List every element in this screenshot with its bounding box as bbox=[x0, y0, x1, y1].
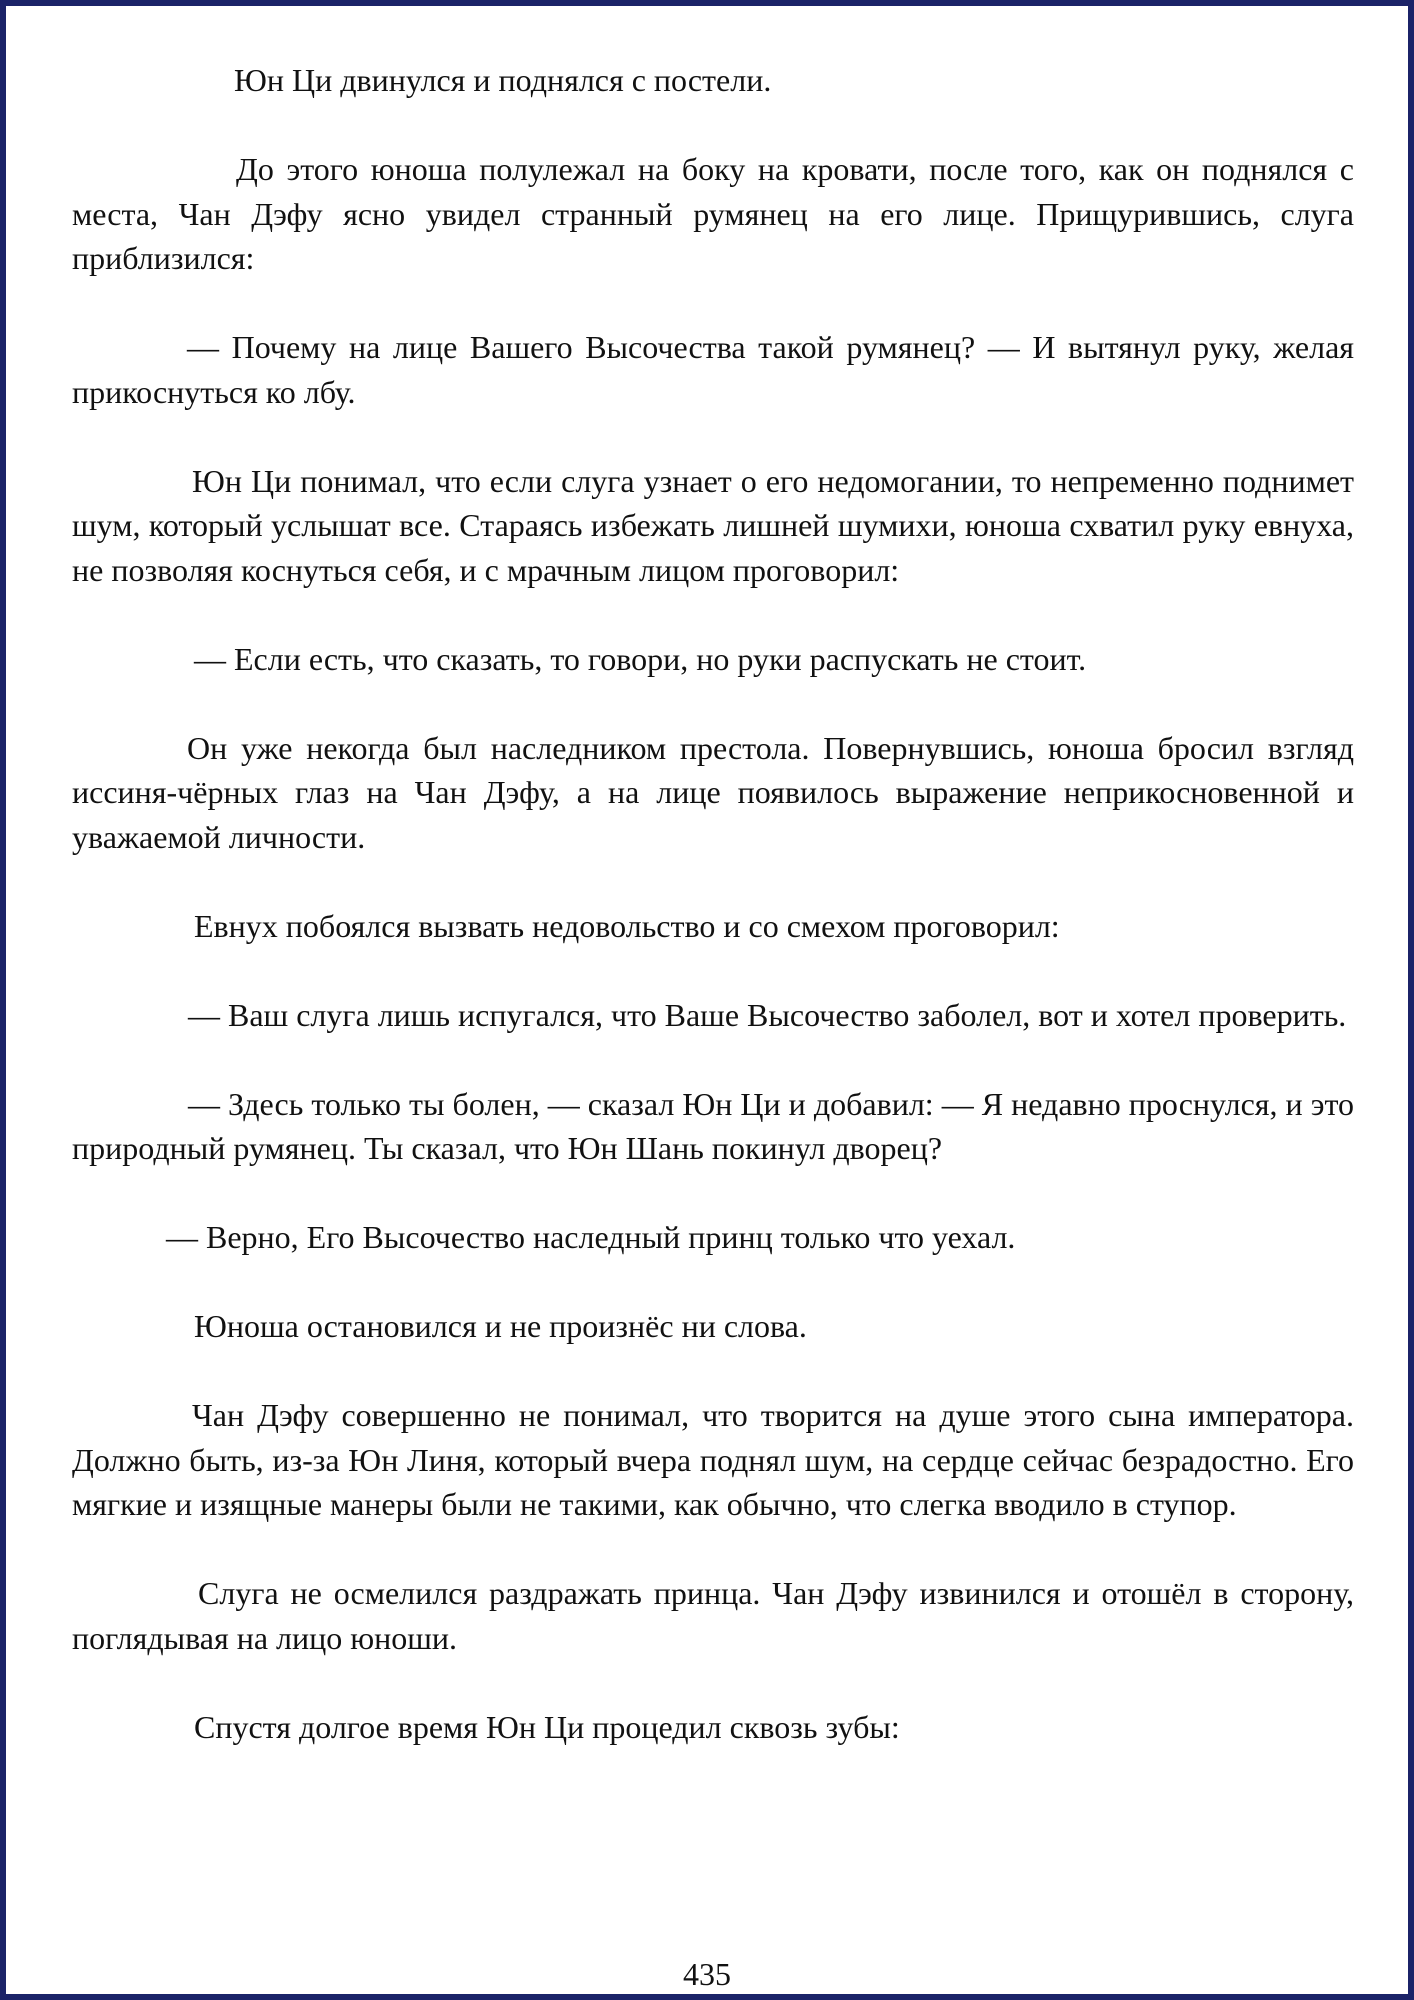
paragraph: — Верно, Его Высочество наследный принц только что уехал. bbox=[166, 1219, 1016, 1255]
paragraph: Юн Ци понимал, что если слуга узнает о его недомогании, то непременно поднимет шум, который услышат все. Стараясь избежать лишней шумихи, юноша схватил руку евнуха, не позволяя коснуться себя, и с мрачным лицом проговорил: bbox=[72, 462, 1354, 588]
paragraph: Спустя долгое время Юн Ци процедил сквозь зубы: bbox=[194, 1708, 900, 1745]
paragraph: Он уже некогда был наследником престола. Повернувшись, юноша бросил взгляд иссиня-чёрных глаз на Чан Дэфу, а на лице появилось выражение неприкосновенной и уважаемой личности. bbox=[72, 729, 1354, 855]
page-number: 435 bbox=[683, 1956, 731, 1992]
paragraph: Чан Дэфу совершенно не понимал, что творится на душе этого сына императора. Должно быть, из-за Юн Линя, который вчера поднял шум, на сердце сейчас безрадостно. Его мягкие и изящные манеры были не такими, как обычно, что слегка вводило в ступор. bbox=[72, 1397, 1354, 1522]
paragraph: — Если есть, что сказать, то говори, но руки распускать не стоит. bbox=[194, 640, 1087, 677]
paragraph: — Ваш слуга лишь испугался, что Ваше Высочество заболел, вот и хотел проверить. bbox=[188, 996, 1347, 1033]
body-text bbox=[72, 58, 1354, 1794]
paragraph: — Почему на лице Вашего Высочества такой румянец? — И вытянул руку, желая прикоснуться ко лбу. bbox=[72, 329, 1354, 410]
paragraph: До этого юноша полулежал на боку на кровати, после того, как он поднялся с места, Чан Дэфу ясно увидел странный румянец на его лице. Прищурившись, слуга приблизился: bbox=[72, 151, 1354, 276]
paragraph: Евнух побоялся вызвать недовольство и со смехом проговорил: bbox=[194, 907, 1060, 944]
paragraph: Юн Ци двинулся и поднялся с постели. bbox=[234, 62, 772, 98]
paragraph: Юноша остановился и не произнёс ни слова. bbox=[194, 1308, 807, 1344]
paragraph: Слуга не осмелился раздражать принца. Чан Дэфу извинился и отошёл в сторону, поглядывая на лицо юноши. bbox=[72, 1575, 1354, 1656]
paragraph: — Здесь только ты болен, — сказал Юн Ци и добавил: — Я недавно проснулся, и это природный румянец. Ты сказал, что Юн Шань покинул дворец? bbox=[72, 1085, 1354, 1166]
